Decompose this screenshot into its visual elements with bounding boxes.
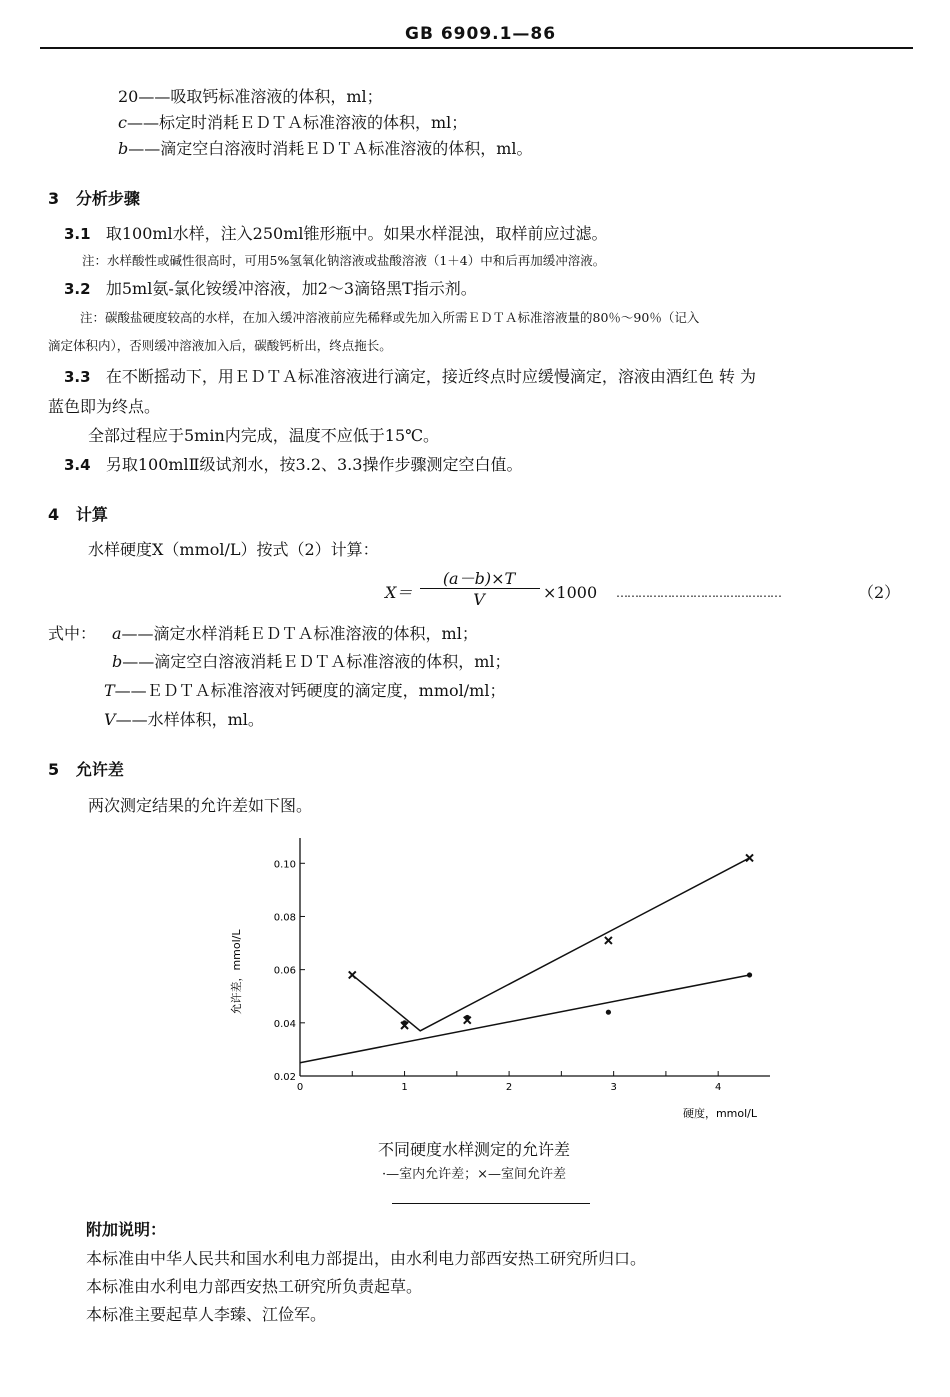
def-symbol: b <box>118 139 129 158</box>
footer-line-2: 本标准由水利电力部西安热工研究所负责起草。 <box>86 1277 423 1296</box>
footer-title: 附加说明： <box>86 1220 167 1239</box>
calc-intro: 水样硬度X（mmol/L）按式（2）计算： <box>88 540 379 559</box>
step-number: 3.3 <box>64 368 91 386</box>
def-symbol: 20 <box>118 87 139 106</box>
x-tick-label: 0 <box>296 1082 304 1093</box>
tolerance-chart <box>0 830 950 1160</box>
def-text: ——滴定空白溶液时消耗ＥＤＴＡ标准溶液的体积，ml。 <box>128 139 533 158</box>
section-3-heading <box>48 186 140 209</box>
step-3-3-line3: 全部过程应于5min内完成，温度不应低于15℃。 <box>88 426 440 445</box>
y-tick-label: 0.04 <box>273 1018 296 1030</box>
inter-lab-point <box>349 971 356 978</box>
y-axis-label: 允许差，mmol/L <box>230 929 243 1015</box>
section-title: 分析步骤 <box>75 189 140 208</box>
step-3-1 <box>64 223 608 245</box>
chart-caption: ·—室内允许差；×—室间允许差 <box>382 1167 567 1182</box>
note-3-1: 注：水样酸性或碱性很高时，可用5%氢氧化钠溶液或盐酸溶液（1＋4）中和后再加缓冲溶液。 <box>82 253 606 268</box>
tolerance-intro: 两次测定结果的允许差如下图。 <box>88 796 313 815</box>
def-V <box>104 709 264 731</box>
fraction-bar <box>420 588 540 589</box>
inter-lab-point <box>746 854 753 861</box>
def-T <box>104 680 505 702</box>
def-b <box>118 138 533 160</box>
step-text: 在不断摇动下，用ＥＤＴＡ标准溶液进行滴定，接近终点时应缓慢滴定，溶液由酒红色 转 为 <box>105 367 757 386</box>
def-symbol: c <box>118 113 127 132</box>
inter-lab-fit-line <box>352 858 749 1031</box>
footer-line-3: 本标准主要起草人李臻、江俭军。 <box>86 1305 327 1324</box>
section-number: 3 <box>48 189 60 208</box>
def-b2 <box>112 651 511 673</box>
x-tick-label: 1 <box>401 1082 408 1093</box>
intra-lab-point <box>747 972 752 977</box>
formula-number: （2） <box>858 583 901 602</box>
note-3-2-line1: 注：碳酸盐硬度较高的水样，在加入缓冲溶液前应先稀释或先加入所需ＥＤＴＡ标准溶液量的80％～90％（记入 <box>80 310 700 325</box>
def-a <box>112 623 478 645</box>
step-3-3-line2: 蓝色即为终点。 <box>48 397 161 416</box>
footer-line-1: 本标准由中华人民共和国水利电力部提出，由水利电力部西安热工研究所归口。 <box>86 1249 647 1268</box>
def-c <box>118 112 467 134</box>
y-tick-label: 0.02 <box>273 1072 296 1083</box>
step-text: 加5ml氨-氯化铵缓冲溶液，加2～3滴铬黑T指示剂。 <box>105 279 477 298</box>
def-text: ——吸取钙标准溶液的体积，ml； <box>138 87 383 106</box>
y-tick-label: 0.06 <box>273 965 296 977</box>
def-text: ——水样体积，ml。 <box>115 710 264 729</box>
y-tick-label: 0.08 <box>273 912 296 924</box>
formula-leader-dots: ……………………………………… <box>616 586 781 600</box>
formula-multiplier: ×1000 <box>543 583 598 602</box>
def-symbol: T <box>104 681 115 700</box>
step-text: 取100ml水样，注入250ml锥形瓶中。如果水样混浊，取样前应过滤。 <box>105 224 608 243</box>
inter-lab-point <box>605 937 612 944</box>
step-number: 3.2 <box>64 280 91 298</box>
section-title: 允许差 <box>75 760 124 779</box>
standard-code: GB 6909.1—86 <box>405 24 557 44</box>
def-symbol: V <box>104 710 116 729</box>
note-3-2-line2: 滴定体积内），否则缓冲溶液加入后，碳酸钙析出，终点拖长。 <box>48 338 392 353</box>
formula-denominator: V <box>473 590 485 609</box>
x-axis-label: 硬度，mmol/L <box>682 1107 758 1120</box>
intra-lab-point <box>606 1010 611 1015</box>
def-text: ——标定时消耗ＥＤＴＡ标准溶液的体积，ml； <box>126 113 468 132</box>
formula-numerator: (a－b)×T <box>442 569 516 588</box>
step-3-3 <box>64 366 756 388</box>
def-text: ——滴定水样消耗ＥＤＴＡ标准溶液的体积，ml； <box>121 624 478 643</box>
header-rule <box>40 47 913 49</box>
step-3-2 <box>64 278 477 300</box>
x-tick-label: 3 <box>610 1082 617 1093</box>
x-tick-label: 4 <box>714 1082 722 1093</box>
def-symbol: a <box>112 624 122 643</box>
step-text: 另取100mlⅡ级试剂水，按3.2、3.3操作步骤测定空白值。 <box>105 455 523 474</box>
section-title: 计算 <box>75 505 108 524</box>
def-text: ——滴定空白溶液消耗ＥＤＴＡ标准溶液的体积，ml； <box>122 652 511 671</box>
section-5-heading <box>48 757 124 780</box>
step-number: 3.4 <box>64 456 91 474</box>
def-text: ——ＥＤＴＡ标准溶液对钙硬度的滴定度，mmol/ml； <box>114 681 506 700</box>
y-tick-label: 0.10 <box>273 859 296 871</box>
caption-rule <box>392 1203 590 1204</box>
def-symbol: b <box>112 652 123 671</box>
def-20 <box>118 86 383 108</box>
where-label: 式中： <box>48 624 97 643</box>
chart-title: 不同硬度水样测定的允许差 <box>378 1140 571 1159</box>
formula-lhs: X＝ <box>385 583 413 602</box>
section-number: 4 <box>48 505 60 524</box>
step-number: 3.1 <box>64 225 91 243</box>
section-number: 5 <box>48 760 60 779</box>
x-tick-label: 2 <box>505 1082 513 1093</box>
section-4-heading <box>48 502 108 525</box>
step-3-4 <box>64 454 522 476</box>
